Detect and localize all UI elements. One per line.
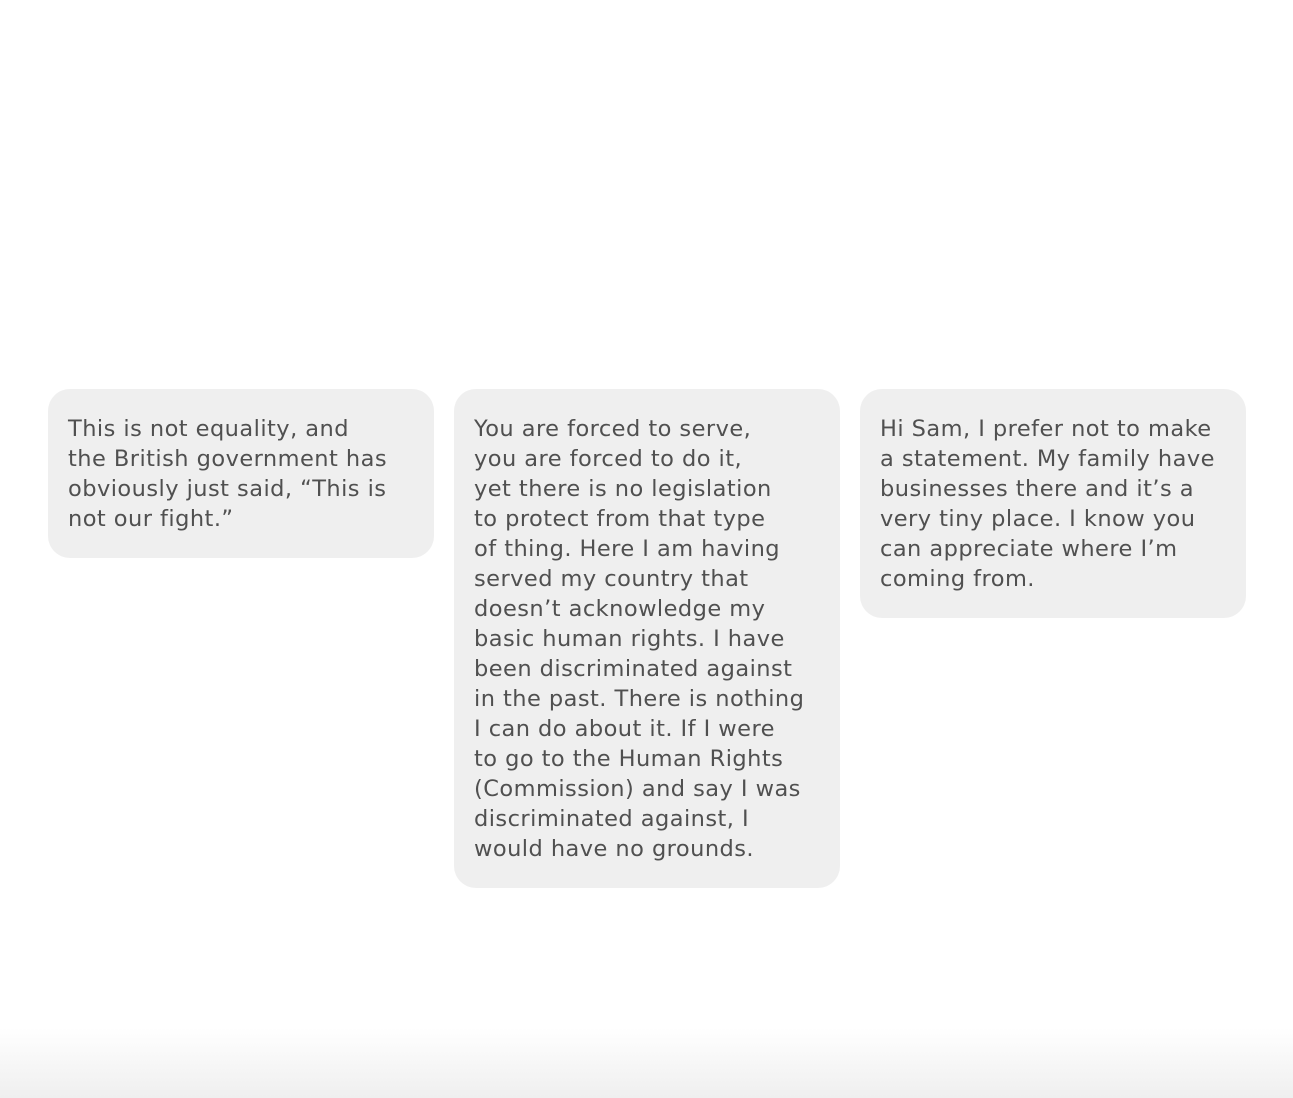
quote-line: Hi Sam, I prefer not to make — [880, 416, 1212, 442]
quote-line: (Commission) and say I was — [474, 776, 801, 802]
quote-line: you are forced to do it, — [474, 446, 743, 472]
quote-line: discriminated against, I — [474, 806, 750, 832]
quote-line: doesn’t acknowledge my — [474, 596, 766, 622]
quote-text — [68, 414, 416, 534]
quote-card-equality — [48, 389, 434, 558]
quote-card-no-statement — [860, 389, 1246, 618]
quote-line: to go to the Human Rights — [474, 746, 784, 772]
quote-line: yet there is no legislation — [474, 476, 772, 502]
quote-line: of thing. Here I am having — [474, 536, 781, 562]
quote-line: coming from. — [880, 566, 1035, 592]
quote-line: not our fight.” — [68, 506, 234, 532]
quote-text — [880, 414, 1228, 594]
quote-line: You are forced to serve, — [474, 416, 752, 442]
quote-card-forced-to-serve — [454, 389, 840, 888]
quote-line: obviously just said, “This is — [68, 476, 387, 502]
quote-line: would have no grounds. — [474, 836, 755, 862]
quote-text — [474, 414, 822, 864]
quote-line: can appreciate where I’m — [880, 536, 1178, 562]
quote-line: businesses there and it’s a — [880, 476, 1194, 502]
quote-line: in the past. There is nothing — [474, 686, 805, 712]
quote-line: to protect from that type — [474, 506, 766, 532]
quote-line: the British government has — [68, 446, 388, 472]
quote-line: been discriminated against — [474, 656, 793, 682]
quote-line: basic human rights. I have — [474, 626, 785, 652]
bottom-fade — [0, 1028, 1293, 1098]
quote-line: I can do about it. If I were — [474, 716, 775, 742]
quote-line: a statement. My family have — [880, 446, 1215, 472]
quote-line: served my country that — [474, 566, 749, 592]
quote-line: very tiny place. I know you — [880, 506, 1196, 532]
quote-line: This is not equality, and — [68, 416, 349, 442]
